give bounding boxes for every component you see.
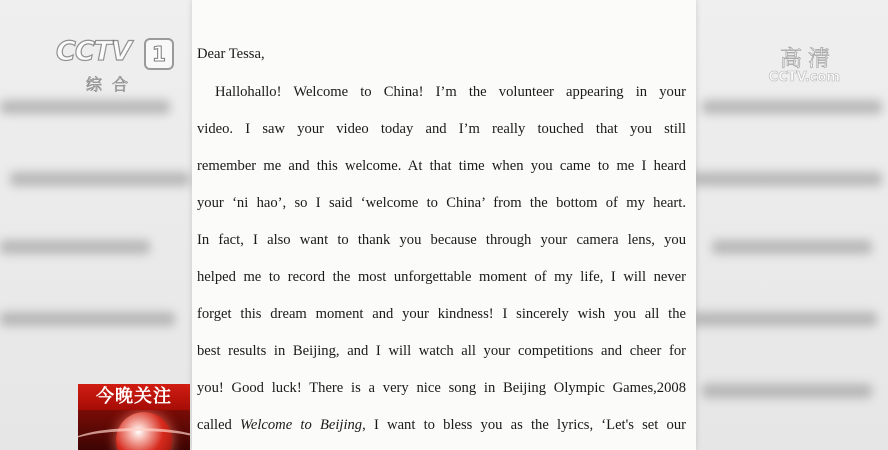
letter-line: helped me to record the most unforgettable moment of my life, I will never (197, 269, 686, 285)
letter-line: your ‘ni hao’, so I said ‘welcome to China’ from the bottom of my heart. (197, 195, 686, 211)
channel-subtitle: 综合 (86, 75, 139, 94)
letter-salutation: Dear Tessa, (197, 46, 265, 62)
letter-line: best results in Beijing, and I will watch all your competitions and cheer for (197, 343, 686, 359)
channel-logo (56, 36, 171, 92)
letter-text: called (197, 417, 241, 433)
channel-number: 1 (144, 38, 174, 70)
letter-line: you! Good luck! There is a very nice song in Beijing Olympic Games,2008 (197, 380, 686, 396)
globe-graphic (78, 410, 190, 450)
cctv-logo-text: CCTV (56, 36, 131, 67)
letter-line: remember me and this welcome. At that time when you came to me I heard (197, 158, 686, 174)
hd-label: 高清 (779, 47, 836, 72)
letter-line: In fact, I also want to thank you because through your camera lens, you (197, 232, 686, 248)
swoosh-decoration (78, 428, 190, 450)
letter-text: , I want to bless you as the lyrics, ‘Let's set our (362, 417, 686, 433)
song-title: Welcome to Beijing (240, 417, 363, 433)
hd-url: CCTV.com (768, 70, 840, 85)
letter-line-last (197, 417, 686, 434)
program-title: 今晚关注 (78, 384, 190, 410)
letter-line: Hallohallo! Welcome to China! I’m the volunteer appearing in your (215, 84, 686, 100)
program-badge (78, 384, 190, 450)
letter-document (192, 0, 696, 450)
hd-watermark (740, 42, 840, 88)
letter-line: video. I saw your video today and I’m really touched that you still (197, 121, 686, 137)
letter-line: forget this dream moment and your kindness! I sincerely wish you all the (197, 306, 686, 322)
